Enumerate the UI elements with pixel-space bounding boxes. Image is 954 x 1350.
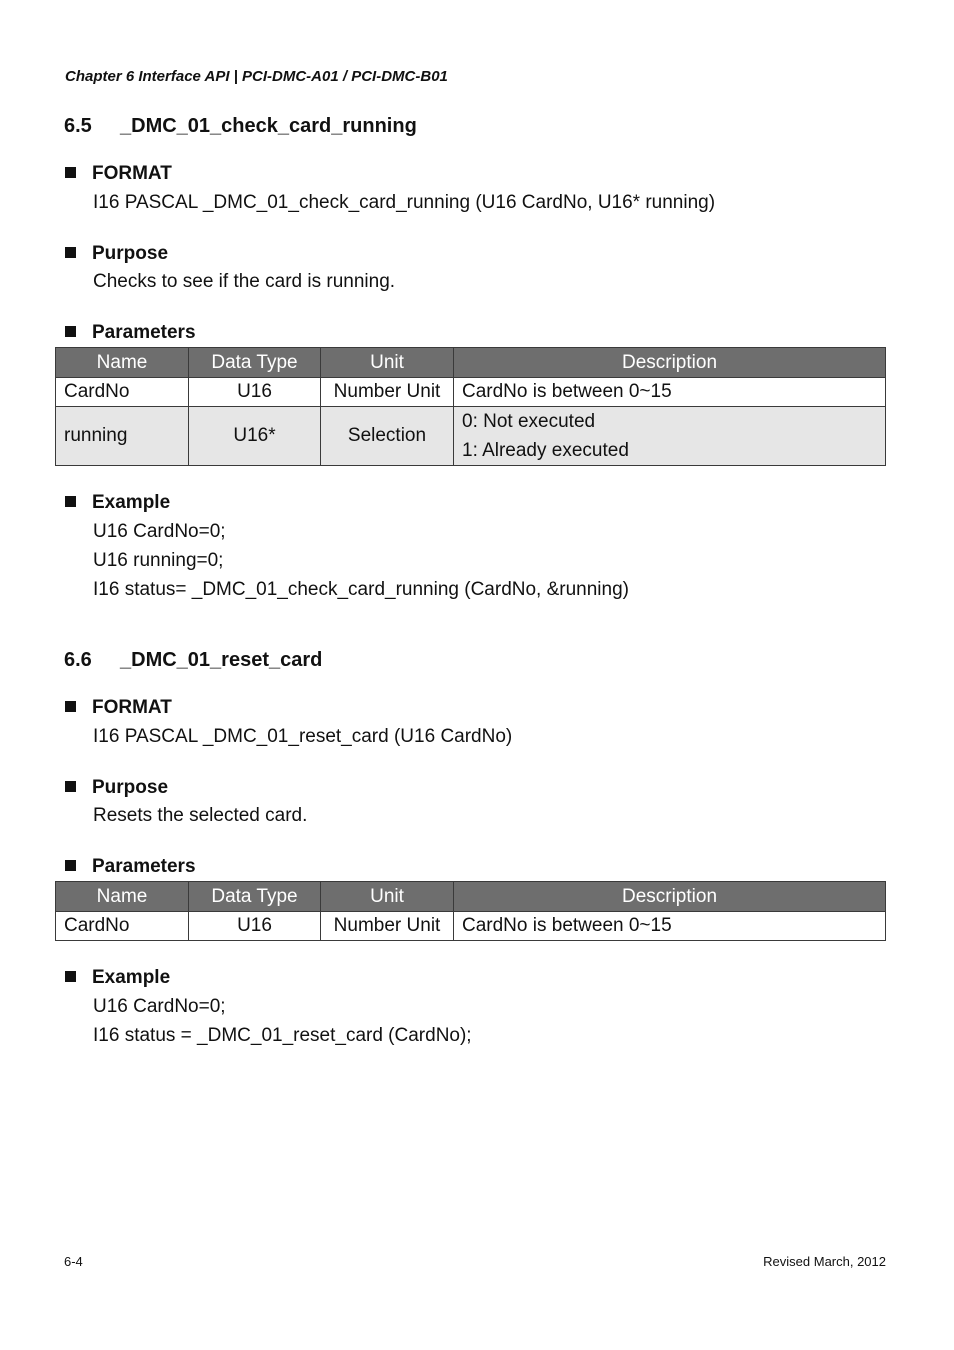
table-header-row	[56, 348, 886, 378]
format-heading-label: FORMAT	[92, 163, 172, 184]
code-line: U16 CardNo=0;	[93, 521, 226, 542]
example-code	[93, 992, 472, 1050]
bullet-square-icon	[65, 167, 76, 178]
table-row	[56, 378, 886, 407]
column-header: Name	[56, 348, 189, 378]
column-header: Unit	[321, 348, 454, 378]
param-description: CardNo is between 0~15	[454, 378, 886, 407]
example-code	[93, 517, 629, 604]
bullet-square-icon	[65, 860, 76, 871]
code-line: I16 status= _DMC_01_check_card_running (CardNo, &running)	[93, 579, 629, 600]
format-heading	[65, 163, 172, 185]
column-header: Unit	[321, 882, 454, 912]
parameters-table	[55, 881, 886, 941]
purpose-heading	[65, 777, 168, 799]
description-line: 0: Not executed	[462, 411, 596, 432]
code-line: U16 running=0;	[93, 550, 224, 571]
bullet-square-icon	[65, 701, 76, 712]
code-line: U16 CardNo=0;	[93, 996, 226, 1017]
param-description: CardNo is between 0~15	[454, 912, 886, 941]
format-signature: I16 PASCAL _DMC_01_check_card_running (U16 CardNo, U16* running)	[93, 192, 716, 213]
column-header: Name	[56, 882, 189, 912]
code-line: I16 status = _DMC_01_reset_card (CardNo);	[93, 1025, 472, 1046]
column-header: Description	[454, 882, 886, 912]
bullet-square-icon	[65, 496, 76, 507]
format-signature: I16 PASCAL _DMC_01_reset_card (U16 CardNo)	[93, 726, 513, 747]
section-name: _DMC_01_check_card_running	[120, 115, 417, 137]
table-row	[56, 407, 886, 466]
param-unit: Selection	[321, 407, 454, 466]
example-heading-label: Example	[92, 492, 171, 513]
table-row	[56, 912, 886, 941]
section-number: 6.5	[64, 115, 92, 137]
parameters-heading-label: Parameters	[92, 322, 196, 343]
format-heading-label: FORMAT	[92, 697, 172, 718]
format-heading	[65, 697, 172, 719]
parameters-heading	[65, 856, 196, 878]
purpose-heading	[65, 243, 168, 265]
param-unit: Number Unit	[321, 378, 454, 407]
table-header-row	[56, 882, 886, 912]
param-description	[454, 407, 886, 466]
param-type: U16	[189, 912, 321, 941]
page-number: 6-4	[64, 1254, 83, 1269]
running-header: Chapter 6 Interface API | PCI-DMC-A01 / PCI-DMC-B01	[65, 68, 448, 85]
section-name: _DMC_01_reset_card	[120, 649, 323, 671]
column-header: Description	[454, 348, 886, 378]
purpose-heading-label: Purpose	[92, 243, 169, 264]
purpose-text: Checks to see if the card is running.	[93, 271, 396, 292]
purpose-heading-label: Purpose	[92, 777, 169, 798]
section-number: 6.6	[64, 649, 92, 671]
example-heading-label: Example	[92, 967, 171, 988]
bullet-square-icon	[65, 326, 76, 337]
section-title	[64, 649, 322, 672]
parameters-heading	[65, 322, 196, 344]
parameters-table	[55, 347, 886, 466]
bullet-square-icon	[65, 247, 76, 258]
purpose-text: Resets the selected card.	[93, 805, 308, 826]
example-heading	[65, 967, 170, 989]
revision-date: Revised March, 2012	[763, 1254, 886, 1269]
param-unit: Number Unit	[321, 912, 454, 941]
description-line: 1: Already executed	[462, 440, 629, 461]
column-header: Data Type	[189, 348, 321, 378]
parameters-heading-label: Parameters	[92, 856, 196, 877]
column-header: Data Type	[189, 882, 321, 912]
section-title	[64, 115, 417, 138]
param-name: running	[56, 407, 189, 466]
param-name: CardNo	[56, 912, 189, 941]
param-type: U16	[189, 378, 321, 407]
bullet-square-icon	[65, 971, 76, 982]
param-name: CardNo	[56, 378, 189, 407]
example-heading	[65, 492, 170, 514]
bullet-square-icon	[65, 781, 76, 792]
param-type: U16*	[189, 407, 321, 466]
